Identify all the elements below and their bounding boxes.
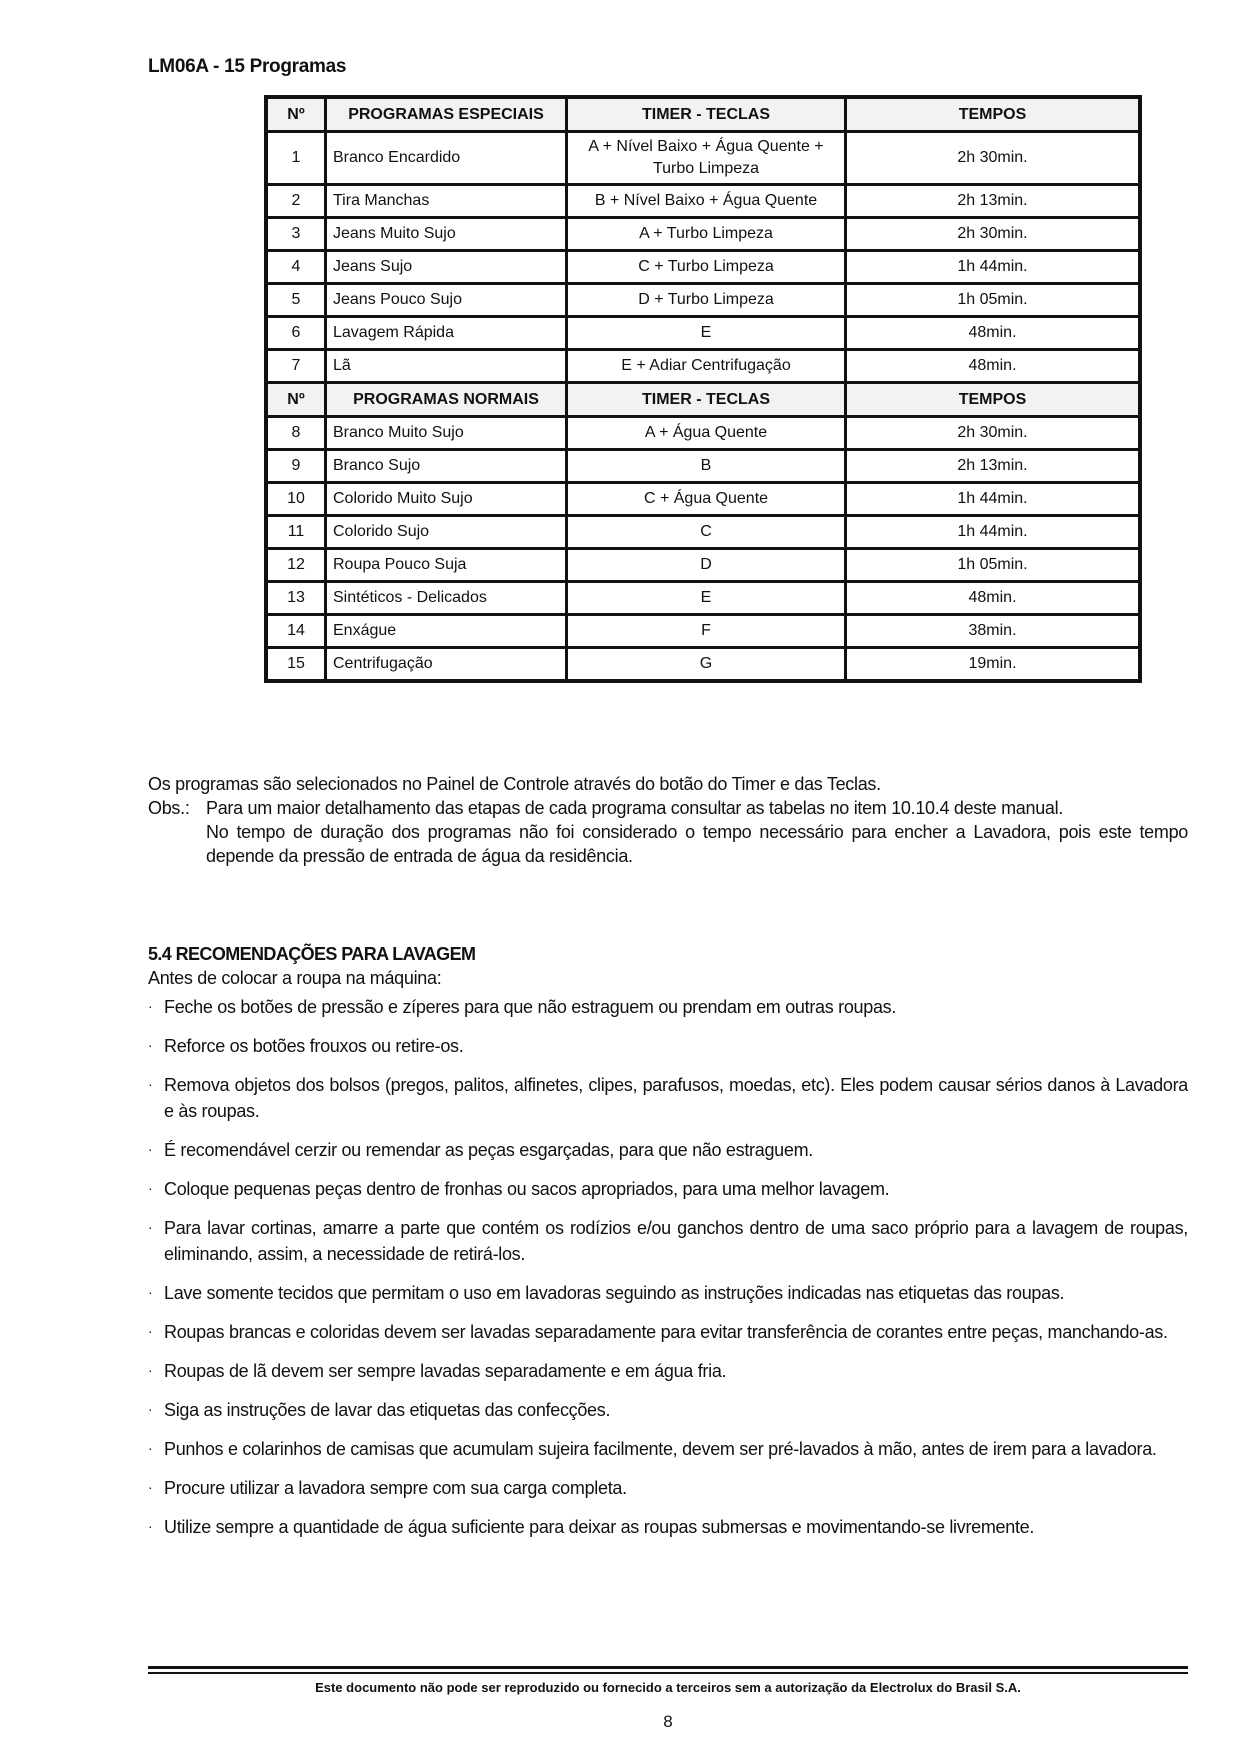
- header-timer-keys: TIMER - TECLAS: [567, 383, 846, 417]
- recommendations-intro: Antes de colocar a roupa na máquina:: [148, 968, 442, 988]
- normal-header-row: [266, 383, 1140, 417]
- list-item-text: Feche os botões de pressão e zíperes para que não estraguem ou prendam em outras roupas.: [164, 997, 897, 1017]
- program-time: 1h 44min.: [846, 516, 1141, 549]
- program-keys: C + Água Quente: [567, 483, 846, 516]
- table-row: [266, 251, 1140, 284]
- program-time: 19min.: [846, 648, 1141, 682]
- list-item: [148, 994, 1188, 1020]
- bullet-icon: ·: [148, 1037, 153, 1053]
- obs-paragraph: Para um maior detalhamento das etapas de cada programa consultar as tabelas no item 10.10.4 deste manual.: [206, 798, 1064, 818]
- program-keys: D: [567, 549, 846, 582]
- table-row: [266, 549, 1140, 582]
- list-item: [148, 1358, 1188, 1384]
- bullet-icon: ·: [148, 998, 153, 1014]
- list-item-text: Roupas de lã devem ser sempre lavadas separadamente e em água fria.: [164, 1361, 727, 1381]
- table-row: [266, 516, 1140, 549]
- table-row: [266, 284, 1140, 317]
- program-time: 48min.: [846, 350, 1141, 383]
- program-number: 3: [266, 218, 326, 251]
- program-keys: A + Água Quente: [567, 417, 846, 450]
- table-row: [266, 132, 1140, 185]
- header-normal-programs: PROGRAMAS NORMAIS: [326, 383, 567, 417]
- program-name: Centrifugação: [326, 648, 567, 682]
- program-name: Jeans Muito Sujo: [326, 218, 567, 251]
- selection-note: Os programas são selecionados no Painel de Controle através do botão do Timer e das Teclas.: [148, 774, 881, 794]
- list-item: [148, 1319, 1188, 1345]
- recommendations-title: 5.4 RECOMENDAÇÕES PARA LAVAGEM: [148, 944, 476, 964]
- program-name: Roupa Pouco Suja: [326, 549, 567, 582]
- list-item: [148, 1072, 1188, 1124]
- program-name: Lã: [326, 350, 567, 383]
- program-time: 48min.: [846, 317, 1141, 350]
- obs-label: Obs.:: [148, 798, 190, 818]
- list-item-text: Roupas brancas e coloridas devem ser lavadas separadamente para evitar transferência de corantes entre peças, manchando-as.: [164, 1322, 1168, 1342]
- program-keys: B: [567, 450, 846, 483]
- list-item: [148, 1176, 1188, 1202]
- list-item-text: Coloque pequenas peças dentro de fronhas ou sacos apropriados, para uma melhor lavagem.: [164, 1179, 890, 1199]
- header-times: TEMPOS: [846, 97, 1141, 132]
- list-item-text: Para lavar cortinas, amarre a parte que contém os rodízios e/ou ganchos dentro de uma saco próprio para a lavagem de roupas, eliminando, assim, a necessidade de retirá-los.: [164, 1218, 1188, 1264]
- program-number: 2: [266, 185, 326, 218]
- list-item: [148, 1137, 1188, 1163]
- program-number: 5: [266, 284, 326, 317]
- program-time: 1h 44min.: [846, 251, 1141, 284]
- program-keys: B + Nível Baixo + Água Quente: [567, 185, 846, 218]
- program-keys: A + Turbo Limpeza: [567, 218, 846, 251]
- table-row: [266, 185, 1140, 218]
- program-number: 11: [266, 516, 326, 549]
- program-time: 2h 30min.: [846, 218, 1141, 251]
- header-no: Nº: [266, 97, 326, 132]
- footer-notice: Este documento não pode ser reproduzido ou fornecido a terceiros sem a autorização da Electrolux do Brasil S.A.: [315, 1680, 1021, 1695]
- list-item: [148, 1436, 1188, 1462]
- bullet-icon: ·: [148, 1180, 153, 1196]
- program-name: Branco Muito Sujo: [326, 417, 567, 450]
- list-item-text: É recomendável cerzir ou remendar as peças esgarçadas, para que não estraguem.: [164, 1140, 813, 1160]
- program-number: 4: [266, 251, 326, 284]
- program-name: Tira Manchas: [326, 185, 567, 218]
- list-item-text: Lave somente tecidos que permitam o uso em lavadoras seguindo as instruções indicadas nas etiquetas das roupas.: [164, 1283, 1065, 1303]
- obs-block: [148, 796, 1188, 868]
- table-row: [266, 450, 1140, 483]
- bullet-icon: ·: [148, 1401, 153, 1417]
- list-item: [148, 1397, 1188, 1423]
- program-name: Sintéticos - Delicados: [326, 582, 567, 615]
- program-time: 2h 30min.: [846, 132, 1141, 185]
- program-number: 10: [266, 483, 326, 516]
- table-row: [266, 218, 1140, 251]
- bullet-icon: ·: [148, 1518, 153, 1534]
- table-row: [266, 582, 1140, 615]
- program-number: 8: [266, 417, 326, 450]
- program-number: 12: [266, 549, 326, 582]
- program-time: 48min.: [846, 582, 1141, 615]
- obs-paragraph: No tempo de duração dos programas não foi considerado o tempo necessário para encher a Lavadora, pois este tempo depende da pressão de entrada de água da residência.: [206, 822, 1188, 866]
- program-keys: D + Turbo Limpeza: [567, 284, 846, 317]
- list-item-text: Punhos e colarinhos de camisas que acumulam sujeira facilmente, devem ser pré-lavados à mão, antes de irem para a lavadora.: [164, 1439, 1157, 1459]
- table-row: [266, 417, 1140, 450]
- bullet-icon: ·: [148, 1479, 153, 1495]
- bullet-icon: ·: [148, 1219, 153, 1235]
- program-time: 2h 13min.: [846, 450, 1141, 483]
- list-item: [148, 1215, 1188, 1267]
- program-keys: E: [567, 582, 846, 615]
- list-item-text: Reforce os botões frouxos ou retire-os.: [164, 1036, 464, 1056]
- bullet-icon: ·: [148, 1284, 153, 1300]
- bullet-icon: ·: [148, 1440, 153, 1456]
- program-name: Colorido Muito Sujo: [326, 483, 567, 516]
- program-keys: E: [567, 317, 846, 350]
- program-keys: F: [567, 615, 846, 648]
- program-name: Jeans Pouco Sujo: [326, 284, 567, 317]
- table-row: [266, 615, 1140, 648]
- program-name: Enxágue: [326, 615, 567, 648]
- program-name: Branco Sujo: [326, 450, 567, 483]
- header-special-programs: PROGRAMAS ESPECIAIS: [326, 97, 567, 132]
- bullet-icon: ·: [148, 1323, 153, 1339]
- list-item-text: Remova objetos dos bolsos (pregos, palitos, alfinetes, clipes, parafusos, moedas, etc). Eles podem causar sérios danos à Lavadora e às roupas.: [164, 1075, 1188, 1121]
- program-name: Jeans Sujo: [326, 251, 567, 284]
- list-item: [148, 1514, 1188, 1540]
- program-keys: G: [567, 648, 846, 682]
- page-number: 8: [663, 1712, 673, 1731]
- list-item: [148, 1280, 1188, 1306]
- list-item-text: Procure utilizar a lavadora sempre com sua carga completa.: [164, 1478, 627, 1498]
- program-number: 9: [266, 450, 326, 483]
- program-time: 1h 44min.: [846, 483, 1141, 516]
- list-item-text: Utilize sempre a quantidade de água suficiente para deixar as roupas submersas e movimentando-se livremente.: [164, 1517, 1035, 1537]
- table-row: [266, 648, 1140, 682]
- program-name: Branco Encardido: [326, 132, 567, 185]
- program-keys: E + Adiar Centrifugação: [567, 350, 846, 383]
- program-keys: C + Turbo Limpeza: [567, 251, 846, 284]
- list-item: [148, 1033, 1188, 1059]
- recommendations-list: [148, 994, 1188, 1553]
- program-number: 7: [266, 350, 326, 383]
- special-header-row: [266, 97, 1140, 132]
- section-title: LM06A - 15 Programas: [148, 56, 347, 77]
- header-no: Nº: [266, 383, 326, 417]
- program-number: 6: [266, 317, 326, 350]
- program-name: Lavagem Rápida: [326, 317, 567, 350]
- list-item-text: Siga as instruções de lavar das etiquetas das confecções.: [164, 1400, 611, 1420]
- program-name: Colorido Sujo: [326, 516, 567, 549]
- program-time: 2h 13min.: [846, 185, 1141, 218]
- table-row: [266, 483, 1140, 516]
- program-number: 15: [266, 648, 326, 682]
- programs-table: [264, 95, 1142, 683]
- header-timer-keys: TIMER - TECLAS: [567, 97, 846, 132]
- program-time: 1h 05min.: [846, 284, 1141, 317]
- program-time: 1h 05min.: [846, 549, 1141, 582]
- header-times: TEMPOS: [846, 383, 1141, 417]
- program-keys: A + Nível Baixo + Água Quente + Turbo Limpeza: [567, 132, 846, 185]
- program-number: 14: [266, 615, 326, 648]
- table-row: [266, 350, 1140, 383]
- footer-divider: [148, 1666, 1188, 1669]
- program-keys: C: [567, 516, 846, 549]
- program-number: 13: [266, 582, 326, 615]
- table-row: [266, 317, 1140, 350]
- program-time: 2h 30min.: [846, 417, 1141, 450]
- bullet-icon: ·: [148, 1362, 153, 1378]
- program-time: 38min.: [846, 615, 1141, 648]
- bullet-icon: ·: [148, 1141, 153, 1157]
- bullet-icon: ·: [148, 1076, 153, 1092]
- list-item: [148, 1475, 1188, 1501]
- footer-divider: [148, 1672, 1188, 1674]
- program-number: 1: [266, 132, 326, 185]
